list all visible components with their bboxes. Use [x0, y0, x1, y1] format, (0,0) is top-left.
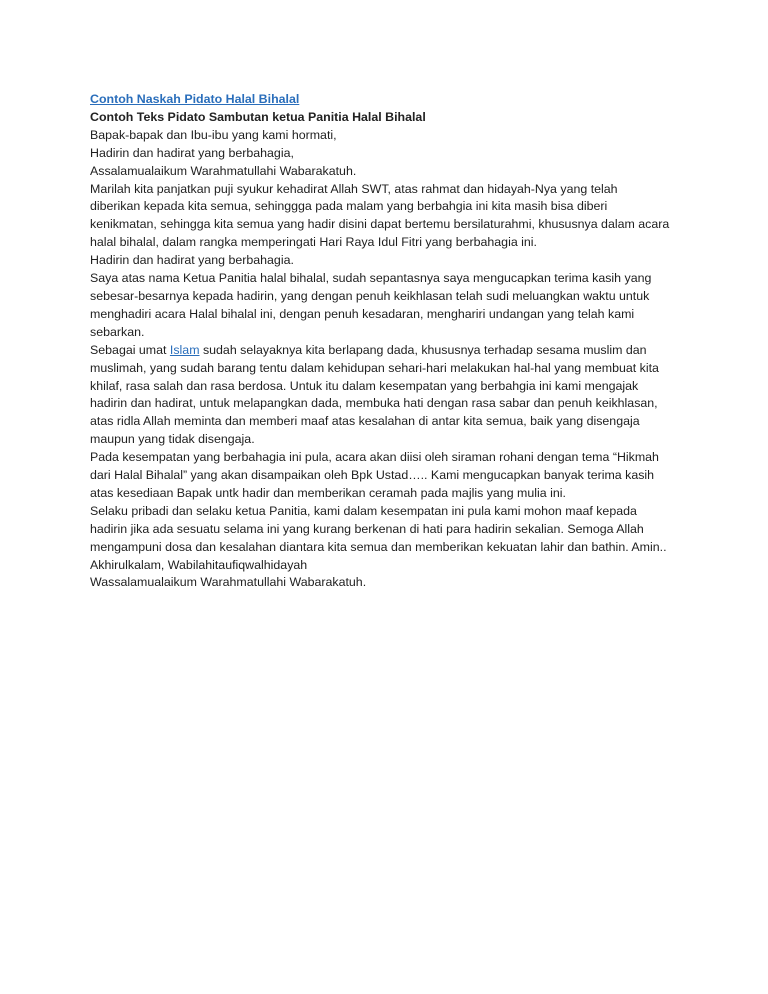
text-line: Hadirin dan hadirat yang berbahagia, — [90, 145, 294, 160]
islam-line-after: sudah selayaknya kita berlapang dada, khususnya terhadap sesama muslim dan — [199, 342, 647, 357]
text-line: atas kesediaan Bapak untk hadir dan memberikan ceramah pada majlis yang mulia ini. — [90, 485, 566, 500]
text-line: Marilah kita panjatkan puji syukur kehadirat Allah SWT, atas rahmat dan hidayah-Nya yang telah — [90, 181, 618, 196]
text-line: Akhirulkalam, Wabilahitaufiqwalhidayah — [90, 557, 308, 572]
text-line: hadirin dan hadirat, untuk melapangkan dada, membuka hati dengan rasa sabar dan penuh keikhlasan, — [90, 396, 658, 411]
text-line: atas ridla Allah meminta dan memberi maaf atas kesalahan di antar kita semua, baik yang disengaja — [90, 414, 640, 429]
text-line: Selaku pribadi dan selaku ketua Panitia, kami dalam kesempatan ini pula kami mohon maaf kepada — [90, 503, 637, 518]
text-line: sebesar-besarnya kepada hadirin, yang dengan penuh keikhlasan telah sudi meluangkan waktu untuk — [90, 288, 650, 303]
islam-link[interactable]: Islam — [169, 342, 200, 357]
text-line: mengampuni dosa dan kesalahan diantara kita semua dan memberikan kekuatan lahir dan bathin. Amin.. — [90, 539, 667, 554]
text-line: sebarkan. — [90, 324, 145, 339]
text-line: dari Halal Bihalal” yang akan disampaikan oleh Bpk Ustad….. Kami mengucapkan banyak terima kasih — [90, 468, 655, 483]
text-line: Pada kesempatan yang berbahagia ini pula, acara akan diisi oleh siraman rohani dengan tema “Hikmah — [90, 450, 659, 465]
text-line: Bapak-bapak dan Ibu-ibu yang kami hormati, — [90, 127, 337, 142]
text-line: Wassalamualaikum Warahmatullahi Wabarakatuh. — [90, 575, 367, 590]
text-line: Hadirin dan hadirat yang berbahagia. — [90, 253, 294, 268]
text-line: khilaf, rasa salah dan rasa berdosa. Untuk itu dalam kesempatan yang berbahgia ini kami mengajak — [90, 378, 639, 393]
document-body — [90, 91, 690, 592]
title-link[interactable]: Contoh Naskah Pidato Halal Bihalal — [90, 92, 300, 106]
text-line: Saya atas nama Ketua Panitia halal bihalal, sudah sepantasnya saya mengucapkan terima kasih yang — [90, 271, 652, 286]
text-line: kenikmatan, sehingga kita semua yang hadir disini dapat bertemu bersilaturahmi, khususnya dalam acara — [90, 217, 670, 232]
text-line: maupun yang tidak disengaja. — [90, 432, 255, 447]
text-line: halal bihalal, dalam rangka memperingati Hari Raya Idul Fitri yang berbahagia ini. — [90, 235, 537, 250]
text-line: diberikan kepada kita semua, sehinggga pada malam yang berbahgia ini kita masih bisa diberi — [90, 199, 608, 214]
islam-text-line — [90, 342, 690, 360]
islam-line-before: Sebagai umat — [90, 342, 170, 357]
text-line: muslimah, yang sudah barang tentu dalam kehidupan sehari-hari melakukan hal-hal yang membuat kita — [90, 360, 659, 375]
document-subtitle: Contoh Teks Pidato Sambutan ketua Panitia Halal Bihalal — [90, 109, 426, 124]
text-line: hadirin jika ada sesuatu selama ini yang kurang berkenan di hati para hadirin sekalian. Semoga Allah — [90, 521, 644, 536]
text-line: Assalamualaikum Warahmatullahi Wabarakatuh. — [90, 163, 357, 178]
text-line: menghadiri acara Halal bihalal ini, dengan penuh kesadaran, menghariri undangan yang telah kami — [90, 306, 635, 321]
